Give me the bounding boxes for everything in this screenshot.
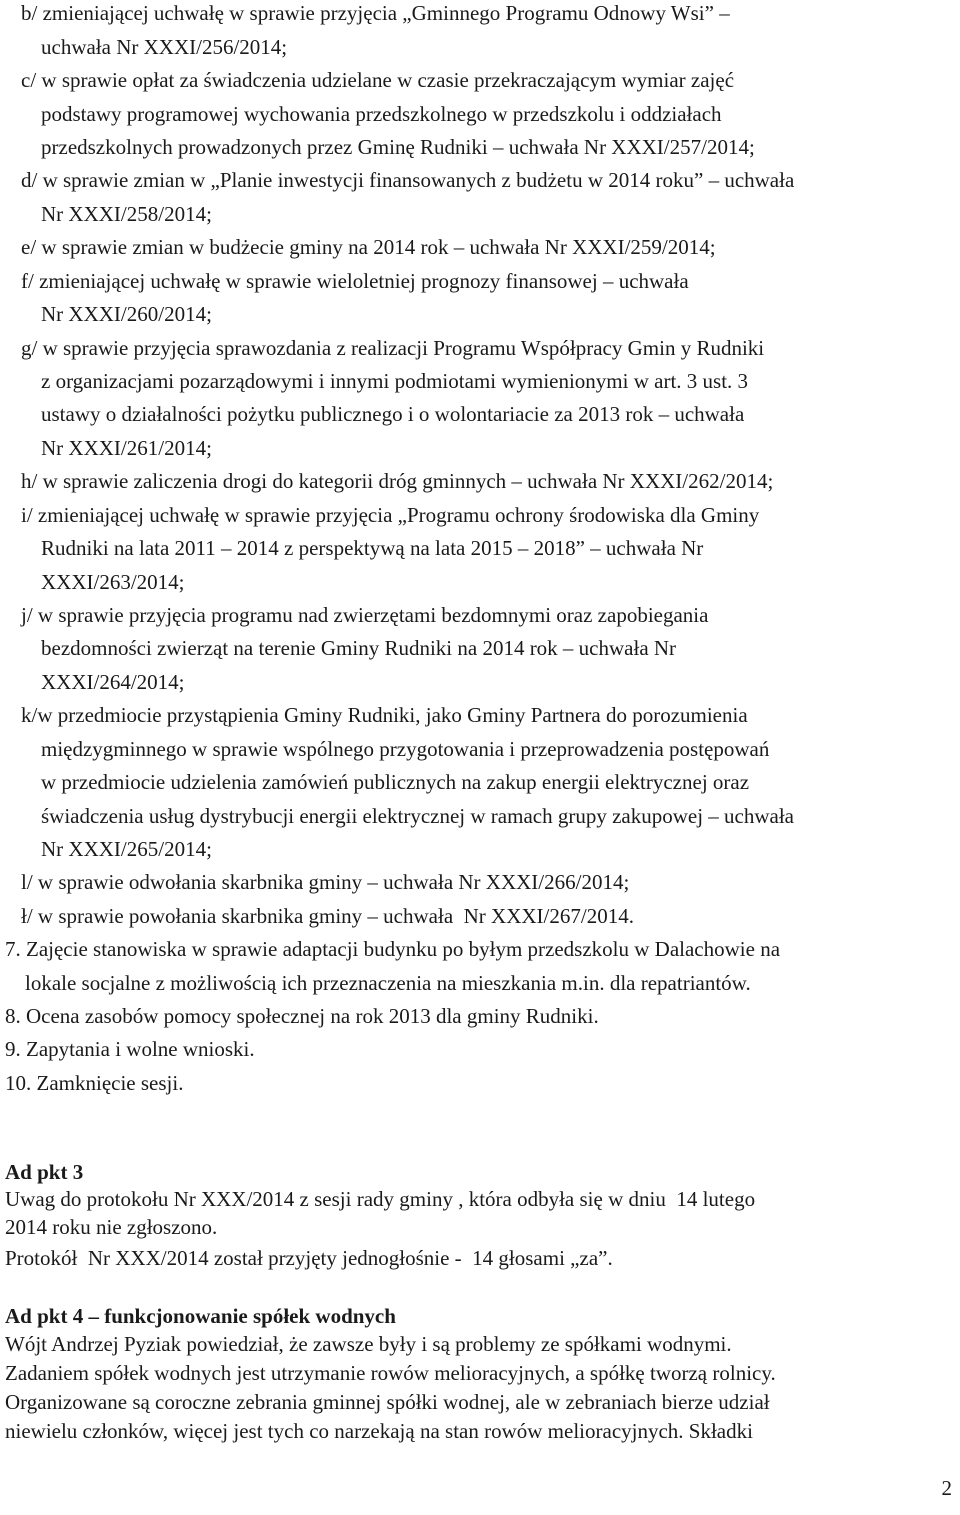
agenda-line: w przedmiocie udzielenia zamówień publicznych na zakup energii elektrycznej oraz xyxy=(41,770,750,794)
agenda-line: świadczenia usług dystrybucji energii elektrycznej w ramach grupy zakupowej – uchwała xyxy=(41,804,795,828)
agenda-line: e/ w sprawie zmian w budżecie gminy na 2014 rok – uchwała Nr XXXI/259/2014; xyxy=(21,235,716,259)
agenda-line: międzygminnego w sprawie wspólnego przygotowania i przeprowadzenia postępowań xyxy=(41,737,770,761)
agenda-line: d/ w sprawie zmian w „Planie inwestycji finansowanych z budżetu w 2014 roku” – uchwała xyxy=(21,168,795,192)
agenda-line: Nr XXXI/265/2014; xyxy=(41,837,212,861)
agenda-line: l/ w sprawie odwołania skarbnika gminy – uchwała Nr XXXI/266/2014; xyxy=(21,870,630,894)
agenda-line: podstawy programowej wychowania przedszkolnego w przedszkolu i oddziałach xyxy=(41,102,722,126)
agenda-line: Rudniki na lata 2011 – 2014 z perspektywą na lata 2015 – 2018” – uchwała Nr xyxy=(41,536,704,560)
agenda-line: Nr XXXI/260/2014; xyxy=(41,302,212,326)
agenda-line: 8. Ocena zasobów pomocy społecznej na rok 2013 dla gminy Rudniki. xyxy=(5,1004,599,1028)
paragraph-line: Protokół Nr XXX/2014 został przyjęty jednogłośnie - 14 głosami „za”. xyxy=(5,1246,613,1270)
agenda-line: 9. Zapytania i wolne wnioski. xyxy=(5,1037,255,1061)
agenda-line: 10. Zamknięcie sesji. xyxy=(5,1071,184,1095)
agenda-line: b/ zmieniającej uchwałę w sprawie przyjęcia „Gminnego Programu Odnowy Wsi” – xyxy=(21,1,730,25)
agenda-line: XXXI/264/2014; xyxy=(41,670,185,694)
agenda-line: lokale socjalne z możliwością ich przeznaczenia na mieszkania m.in. dla repatriantów. xyxy=(25,971,751,995)
agenda-line: f/ zmieniającej uchwałę w sprawie wieloletniej prognozy finansowej – uchwała xyxy=(21,269,689,293)
agenda-line: ł/ w sprawie powołania skarbnika gminy – uchwała Nr XXXI/267/2014. xyxy=(21,904,634,928)
agenda-line: ustawy o działalności pożytku publicznego i o wolontariacie za 2013 rok – uchwała xyxy=(41,402,745,426)
agenda-line: h/ w sprawie zaliczenia drogi do kategorii dróg gminnych – uchwała Nr XXXI/262/2014; xyxy=(21,469,774,493)
agenda-line: k/w przedmiocie przystąpienia Gminy Rudniki, jako Gminy Partnera do porozumienia xyxy=(21,703,748,727)
agenda-line: 7. Zajęcie stanowiska w sprawie adaptacji budynku po byłym przedszkolu w Dalachowie na xyxy=(5,937,781,961)
agenda-line: XXXI/263/2014; xyxy=(41,570,185,594)
paragraph-line: niewielu członków, więcej jest tych co narzekają na stan rowów melioracyjnych. Składki xyxy=(5,1419,753,1443)
agenda-line: c/ w sprawie opłat za świadczenia udzielane w czasie przekraczającym wymiar zajęć xyxy=(21,68,735,92)
agenda-line: bezdomności zwierząt na terenie Gminy Rudniki na 2014 rok – uchwała Nr xyxy=(41,636,677,660)
paragraph-line: Uwag do protokołu Nr XXX/2014 z sesji rady gminy , która odbyła się w dniu 14 lutego xyxy=(5,1187,756,1211)
paragraph-line: Zadaniem spółek wodnych jest utrzymanie rowów melioracyjnych, a spółkę tworzą rolnicy. xyxy=(5,1361,776,1385)
page-number: 2 xyxy=(941,1476,952,1500)
agenda-line: j/ w sprawie przyjęcia programu nad zwierzętami bezdomnymi oraz zapobiegania xyxy=(21,603,709,627)
paragraph-line: 2014 roku nie zgłoszono. xyxy=(5,1215,218,1239)
paragraph-line: Organizowane są coroczne zebrania gminnej spółki wodnej, ale w zebraniach bierze udział xyxy=(5,1390,770,1414)
agenda-line: g/ w sprawie przyjęcia sprawozdania z realizacji Programu Współpracy Gmin y Rudniki xyxy=(21,336,765,360)
agenda-line: uchwała Nr XXXI/256/2014; xyxy=(41,35,288,59)
agenda-line: Nr XXXI/261/2014; xyxy=(41,436,212,460)
section-heading: Ad pkt 4 – funkcjonowanie spółek wodnych xyxy=(5,1304,396,1328)
section-heading: Ad pkt 3 xyxy=(5,1160,84,1184)
agenda-line: z organizacjami pozarządowymi i innymi podmiotami wymienionymi w art. 3 ust. 3 xyxy=(41,369,749,393)
agenda-line: przedszkolnych prowadzonych przez Gminę Rudniki – uchwała Nr XXXI/257/2014; xyxy=(41,135,755,159)
agenda-line: i/ zmieniającej uchwałę w sprawie przyjęcia „Programu ochrony środowiska dla Gminy xyxy=(21,503,760,527)
agenda-line: Nr XXXI/258/2014; xyxy=(41,202,212,226)
paragraph-line: Wójt Andrzej Pyziak powiedział, że zawsze były i są problemy ze spółkami wodnymi. xyxy=(5,1332,732,1356)
